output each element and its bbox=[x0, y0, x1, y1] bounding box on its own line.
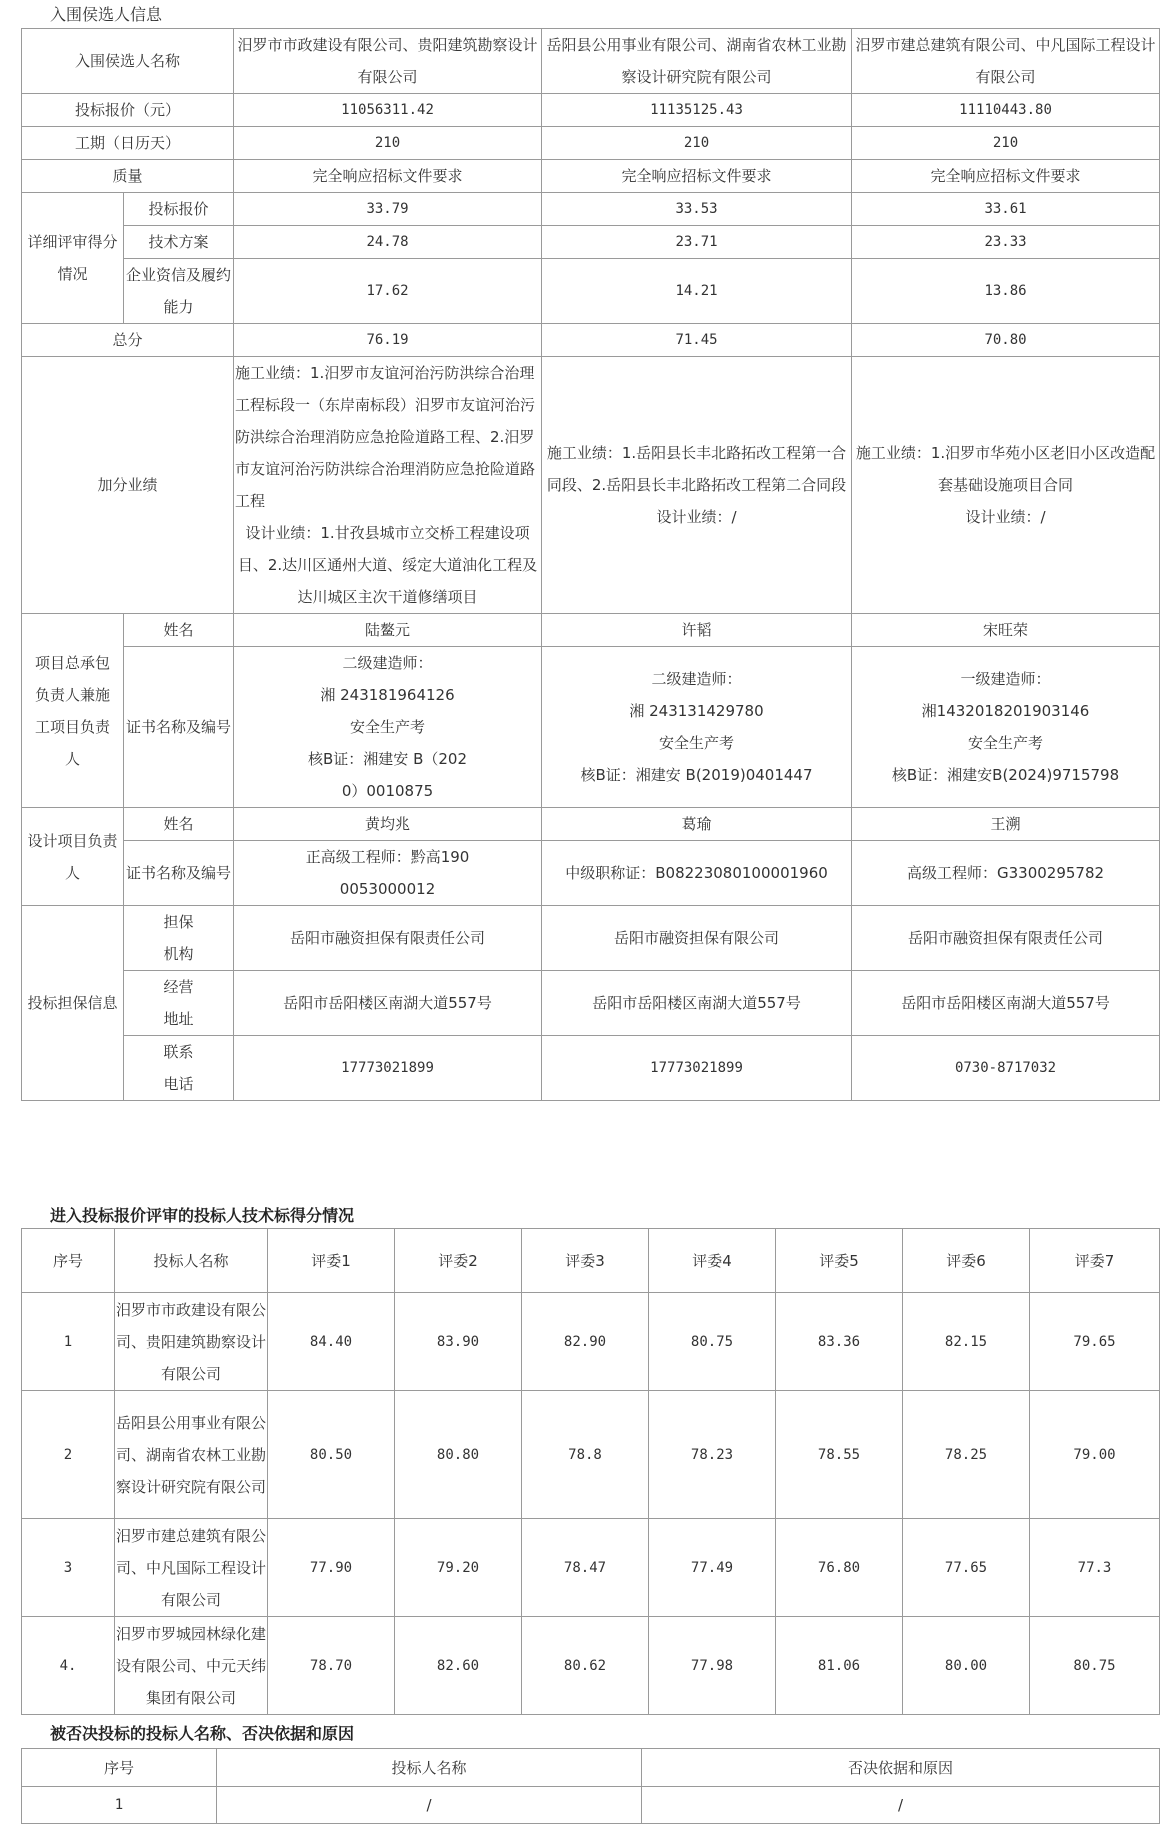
bidder-name: 汨罗市罗城园林绿化建设有限公司、中元天纬集团有限公司 bbox=[115, 1617, 268, 1715]
bidder-name: 汨罗市市政建设有限公司、贵阳建筑勘察设计有限公司 bbox=[115, 1293, 268, 1391]
pm-safety-number: 核B证：湘建安B(2024)9715798 bbox=[891, 766, 1120, 784]
design-name: 黄均兆 bbox=[234, 808, 542, 841]
table-row bbox=[22, 1617, 1160, 1715]
bidder-name: 岳阳县公用事业有限公司、湖南省农林工业勘察设计研究院有限公司 bbox=[115, 1391, 268, 1519]
total-score: 71.45 bbox=[542, 324, 852, 357]
table-row bbox=[22, 1391, 1160, 1519]
bonus-construction: 施工业绩：1.汨罗市友谊河治污防洪综合治理工程标段一（东岸南标段）汨罗市友谊河治污防洪综合治理消防应急抢险道路工程、2.汨罗市友谊河治污防洪综合治理消防应急抢险道路工程 bbox=[235, 364, 536, 510]
bonus-cell bbox=[852, 357, 1160, 614]
bid-price: 11135125.43 bbox=[542, 94, 852, 127]
pm-cert-title: 二级建造师： bbox=[342, 654, 433, 672]
bonus-construction: 施工业绩：1.汨罗市华苑小区老旧小区改造配套基础设施项目合同 bbox=[855, 444, 1156, 494]
label-pm-cert: 证书名称及编号 bbox=[124, 647, 234, 808]
score-tech: 23.33 bbox=[852, 226, 1160, 259]
row-design-cert bbox=[22, 841, 1160, 906]
bonus-design: 设计业绩：/ bbox=[656, 508, 737, 526]
pm-safety-number: 核B证：湘建安 B(2019)0401447 bbox=[580, 766, 813, 784]
row-score-bid bbox=[22, 193, 1160, 226]
label-pm-name: 姓名 bbox=[124, 614, 234, 647]
judge-score: 77.90 bbox=[268, 1519, 395, 1617]
row-score-tech bbox=[22, 226, 1160, 259]
header-judge-7: 评委7 bbox=[1030, 1229, 1160, 1293]
label-detail-group: 详细评审得分情况 bbox=[22, 193, 124, 324]
pm-safety-number: 核B证：湘建安 B（2020）0010875 bbox=[308, 750, 467, 800]
pm-cert-number: 湘 243131429780 bbox=[629, 702, 764, 720]
pm-cert-cell bbox=[542, 647, 852, 808]
pm-cert-title: 一级建造师： bbox=[960, 670, 1051, 688]
row-pm-cert bbox=[22, 647, 1160, 808]
judge-score: 78.70 bbox=[268, 1617, 395, 1715]
score-credit: 17.62 bbox=[234, 259, 542, 324]
row-bonus bbox=[22, 357, 1160, 614]
table-row bbox=[22, 1293, 1160, 1391]
label-design-cert: 证书名称及编号 bbox=[124, 841, 234, 906]
row-total bbox=[22, 324, 1160, 357]
label-detail-credit: 企业资信及履约能力 bbox=[124, 259, 234, 324]
label-guarantee-group: 投标担保信息 bbox=[22, 906, 124, 1101]
judge-score: 78.47 bbox=[522, 1519, 649, 1617]
total-score: 70.80 bbox=[852, 324, 1160, 357]
judge-score: 80.75 bbox=[649, 1293, 776, 1391]
guarantee-addr: 岳阳市岳阳楼区南湖大道557号 bbox=[542, 971, 852, 1036]
judge-score: 76.80 bbox=[776, 1519, 903, 1617]
judge-score: 83.36 bbox=[776, 1293, 903, 1391]
judge-score: 78.55 bbox=[776, 1391, 903, 1519]
row-guarantee-phone bbox=[22, 1036, 1160, 1101]
label-pm-group: 项目总承包负责人兼施工项目负责人 bbox=[22, 614, 124, 808]
bonus-design: 设计业绩：1.甘孜县城市立交桥工程建设项目、2.达川区通州大道、绥定大道油化工程及达川城区主次干道修缮项目 bbox=[237, 524, 538, 606]
bonus-cell bbox=[542, 357, 852, 614]
row-quality bbox=[22, 160, 1160, 193]
pm-cert-number: 湘1432018201903146 bbox=[921, 702, 1090, 720]
pm-safety-title: 安全生产考 bbox=[968, 734, 1044, 752]
judge-score: 80.00 bbox=[903, 1617, 1030, 1715]
pm-safety-title: 安全生产考 bbox=[350, 718, 426, 736]
row-guarantee-org bbox=[22, 906, 1160, 971]
header-judge-1: 评委1 bbox=[268, 1229, 395, 1293]
row-bid-price bbox=[22, 94, 1160, 127]
label-detail-tech: 技术方案 bbox=[124, 226, 234, 259]
rejected-table bbox=[21, 1748, 1160, 1824]
section-title-rejected: 被否决投标的投标人名称、否决依据和原因 bbox=[50, 1724, 355, 1743]
row-duration bbox=[22, 127, 1160, 160]
label-candidate-name: 入围侯选人名称 bbox=[22, 29, 234, 94]
judge-score: 84.40 bbox=[268, 1293, 395, 1391]
guarantee-org: 岳阳市融资担保有限责任公司 bbox=[852, 906, 1160, 971]
judge-score: 80.75 bbox=[1030, 1617, 1160, 1715]
judge-score: 81.06 bbox=[776, 1617, 903, 1715]
header-no: 序号 bbox=[22, 1749, 217, 1787]
header-judge-2: 评委2 bbox=[395, 1229, 522, 1293]
guarantee-phone: 0730-8717032 bbox=[852, 1036, 1160, 1101]
judge-score: 78.8 bbox=[522, 1391, 649, 1519]
guarantee-org: 岳阳市融资担保有限公司 bbox=[542, 906, 852, 971]
label-design-group: 设计项目负责人 bbox=[22, 808, 124, 906]
section-title-tech-scores: 进入投标报价评审的投标人技术标得分情况 bbox=[50, 1206, 355, 1225]
rejected-header-row bbox=[22, 1749, 1160, 1787]
judge-score: 77.98 bbox=[649, 1617, 776, 1715]
rejected-reason: / bbox=[642, 1787, 1160, 1824]
bonus-design: 设计业绩：/ bbox=[965, 508, 1046, 526]
quality: 完全响应招标文件要求 bbox=[234, 160, 542, 193]
row-guarantee-addr bbox=[22, 971, 1160, 1036]
guarantee-addr: 岳阳市岳阳楼区南湖大道557号 bbox=[852, 971, 1160, 1036]
bonus-cell bbox=[234, 357, 542, 614]
duration: 210 bbox=[852, 127, 1160, 160]
pm-cert-number: 湘 243181964126 bbox=[320, 686, 455, 704]
duration: 210 bbox=[234, 127, 542, 160]
candidate-name: 汨罗市建总建筑有限公司、中凡国际工程设计有限公司 bbox=[852, 29, 1160, 94]
header-judge-3: 评委3 bbox=[522, 1229, 649, 1293]
label-guarantee-phone: 联系电话 bbox=[124, 1036, 234, 1101]
label-guarantee-addr: 经营地址 bbox=[124, 971, 234, 1036]
pm-cert-title: 二级建造师： bbox=[651, 670, 742, 688]
header-bidder-name: 投标人名称 bbox=[115, 1229, 268, 1293]
score-credit: 13.86 bbox=[852, 259, 1160, 324]
label-detail-bid: 投标报价 bbox=[124, 193, 234, 226]
section-title-candidates: 入围侯选人信息 bbox=[50, 5, 163, 24]
judge-score: 82.60 bbox=[395, 1617, 522, 1715]
judge-score: 79.20 bbox=[395, 1519, 522, 1617]
score-bid: 33.61 bbox=[852, 193, 1160, 226]
candidates-table bbox=[21, 28, 1160, 1101]
score-bid: 33.53 bbox=[542, 193, 852, 226]
rejected-bidder-name: / bbox=[217, 1787, 642, 1824]
pm-safety-title: 安全生产考 bbox=[659, 734, 735, 752]
label-duration: 工期（日历天） bbox=[22, 127, 234, 160]
judge-score: 77.49 bbox=[649, 1519, 776, 1617]
score-bid: 33.79 bbox=[234, 193, 542, 226]
label-guarantee-org: 担保机构 bbox=[124, 906, 234, 971]
header-judge-4: 评委4 bbox=[649, 1229, 776, 1293]
label-design-name: 姓名 bbox=[124, 808, 234, 841]
judge-score: 78.25 bbox=[903, 1391, 1030, 1519]
header-reason: 否决依据和原因 bbox=[642, 1749, 1160, 1787]
design-name: 王溯 bbox=[852, 808, 1160, 841]
label-total: 总分 bbox=[22, 324, 234, 357]
judge-score: 77.3 bbox=[1030, 1519, 1160, 1617]
judge-score: 77.65 bbox=[903, 1519, 1030, 1617]
design-name: 葛瑜 bbox=[542, 808, 852, 841]
row-no: 3 bbox=[22, 1519, 115, 1617]
judge-score: 80.50 bbox=[268, 1391, 395, 1519]
row-design-name bbox=[22, 808, 1160, 841]
duration: 210 bbox=[542, 127, 852, 160]
judge-score: 82.15 bbox=[903, 1293, 1030, 1391]
header-judge-5: 评委5 bbox=[776, 1229, 903, 1293]
header-judge-6: 评委6 bbox=[903, 1229, 1030, 1293]
judge-score: 78.23 bbox=[649, 1391, 776, 1519]
row-no: 2 bbox=[22, 1391, 115, 1519]
judge-score: 79.00 bbox=[1030, 1391, 1160, 1519]
label-bonus: 加分业绩 bbox=[22, 357, 234, 614]
row-no: 1 bbox=[22, 1293, 115, 1391]
pm-cert-cell bbox=[234, 647, 542, 808]
bidder-name: 汨罗市建总建筑有限公司、中凡国际工程设计有限公司 bbox=[115, 1519, 268, 1617]
candidate-name: 汨罗市市政建设有限公司、贵阳建筑勘察设计有限公司 bbox=[234, 29, 542, 94]
total-score: 76.19 bbox=[234, 324, 542, 357]
judge-score: 82.90 bbox=[522, 1293, 649, 1391]
tech-header-row bbox=[22, 1229, 1160, 1293]
design-cert: 高级工程师：G3300295782 bbox=[852, 841, 1160, 906]
bid-price: 11110443.80 bbox=[852, 94, 1160, 127]
quality: 完全响应招标文件要求 bbox=[852, 160, 1160, 193]
judge-score: 83.90 bbox=[395, 1293, 522, 1391]
design-cert: 中级职称证：B08223080100001960 bbox=[542, 841, 852, 906]
judge-score: 80.62 bbox=[522, 1617, 649, 1715]
pm-name: 许韬 bbox=[542, 614, 852, 647]
candidate-name: 岳阳县公用事业有限公司、湖南省农林工业勘察设计研究院有限公司 bbox=[542, 29, 852, 94]
guarantee-org: 岳阳市融资担保有限责任公司 bbox=[234, 906, 542, 971]
header-bidder-name: 投标人名称 bbox=[217, 1749, 642, 1787]
quality: 完全响应招标文件要求 bbox=[542, 160, 852, 193]
judge-score: 80.80 bbox=[395, 1391, 522, 1519]
bonus-construction: 施工业绩：1.岳阳县长丰北路拓改工程第一合同段、2.岳阳县长丰北路拓改工程第二合同段 bbox=[546, 444, 847, 494]
judge-score: 79.65 bbox=[1030, 1293, 1160, 1391]
header-no: 序号 bbox=[22, 1229, 115, 1293]
pm-name: 宋旺荣 bbox=[852, 614, 1160, 647]
label-bid-price: 投标报价（元） bbox=[22, 94, 234, 127]
score-credit: 14.21 bbox=[542, 259, 852, 324]
bid-price: 11056311.42 bbox=[234, 94, 542, 127]
table-row bbox=[22, 1787, 1160, 1824]
score-tech: 24.78 bbox=[234, 226, 542, 259]
guarantee-addr: 岳阳市岳阳楼区南湖大道557号 bbox=[234, 971, 542, 1036]
row-score-credit bbox=[22, 259, 1160, 324]
tech-scores-table bbox=[21, 1228, 1160, 1715]
table-row bbox=[22, 1519, 1160, 1617]
design-cert: 正高级工程师：黔高1900053000012 bbox=[234, 841, 542, 906]
row-candidate-name bbox=[22, 29, 1160, 94]
row-no: 1 bbox=[22, 1787, 217, 1824]
pm-cert-cell bbox=[852, 647, 1160, 808]
guarantee-phone: 17773021899 bbox=[234, 1036, 542, 1101]
guarantee-phone: 17773021899 bbox=[542, 1036, 852, 1101]
score-tech: 23.71 bbox=[542, 226, 852, 259]
row-pm-name bbox=[22, 614, 1160, 647]
label-quality: 质量 bbox=[22, 160, 234, 193]
pm-name: 陆鳌元 bbox=[234, 614, 542, 647]
row-no: 4. bbox=[22, 1617, 115, 1715]
